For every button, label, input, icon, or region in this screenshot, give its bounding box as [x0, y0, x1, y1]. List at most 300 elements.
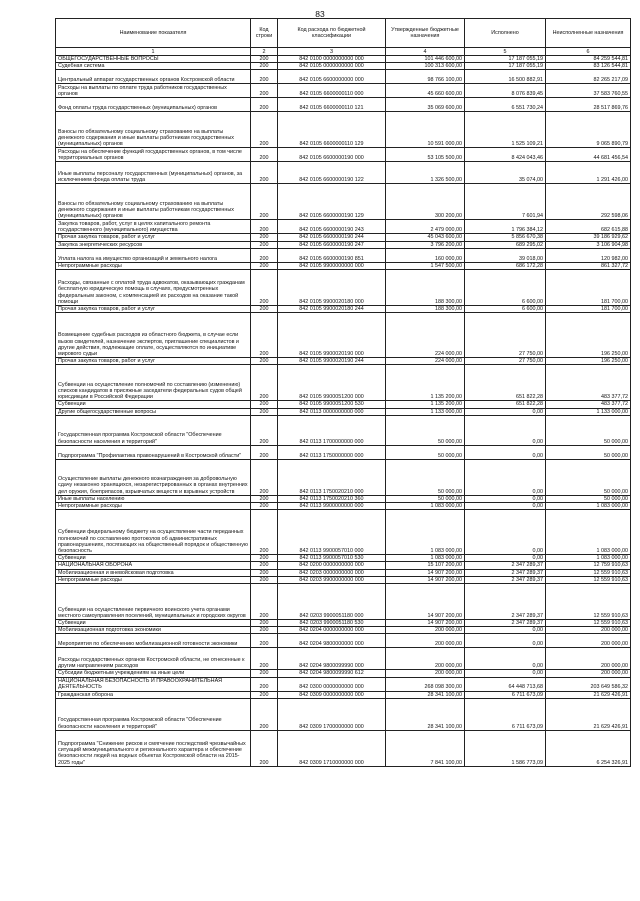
row-unexecuted: 292 598,06 [546, 184, 631, 220]
row-unexecuted: 50 000,00 [546, 495, 631, 502]
row-code: 200 [251, 70, 278, 84]
row-executed: 35 074,00 [465, 162, 546, 184]
table-row [56, 234, 631, 241]
row-code: 200 [251, 445, 278, 459]
row-code: 200 [251, 241, 278, 248]
row-code: 200 [251, 620, 278, 627]
table-row [56, 270, 631, 306]
row-executed: 0,00 [465, 648, 546, 670]
row-kbk: 842 0113 9900057010 530 [278, 555, 386, 562]
row-unexecuted: 1 083 000,00 [546, 503, 631, 510]
row-name: Государственная программа Костромской области "Обеспечение безопасности населения и территорий" [56, 415, 251, 445]
table-row [56, 445, 631, 459]
table-row [56, 358, 631, 365]
row-approved: 200 000,00 [386, 634, 465, 648]
row-name: Мобилизационная и вневойсковая подготовка [56, 569, 251, 576]
row-executed: 7 601,94 [465, 184, 546, 220]
row-executed: 651 822,28 [465, 365, 546, 401]
row-code: 200 [251, 495, 278, 502]
row-executed: 64 448 713,68 [465, 677, 546, 691]
table-row [56, 584, 631, 620]
column-number: 3 [278, 48, 386, 56]
table-row [56, 562, 631, 569]
row-unexecuted: 12 559 910,63 [546, 620, 631, 627]
row-kbk: 842 0300 0000000000 000 [278, 677, 386, 691]
row-executed: 0,00 [465, 627, 546, 634]
row-code: 200 [251, 627, 278, 634]
row-kbk: 842 0105 6600000110 121 [278, 98, 386, 112]
row-approved: 100 313 600,00 [386, 63, 465, 70]
row-unexecuted: 50 000,00 [546, 459, 631, 495]
row-approved: 1 326 500,00 [386, 162, 465, 184]
table-row [56, 112, 631, 148]
row-code: 200 [251, 584, 278, 620]
table-row [56, 510, 631, 555]
row-name: Взносы по обязательному социальному страхованию на выплаты денежного содержания и иные выплаты работникам государственных (муниципальных) органов [56, 184, 251, 220]
row-executed: 2 347 289,37 [465, 584, 546, 620]
table-row [56, 248, 631, 262]
row-name: Прочая закупка товаров, работ и услуг [56, 306, 251, 313]
table-row [56, 634, 631, 648]
row-executed: 6 600,00 [465, 306, 546, 313]
row-unexecuted: 196 250,00 [546, 313, 631, 358]
table-row [56, 459, 631, 495]
row-unexecuted: 82 265 217,09 [546, 70, 631, 84]
row-name: Непрограммные расходы [56, 576, 251, 583]
row-kbk: 842 0105 6600000190 851 [278, 248, 386, 262]
row-name: Возмещение судебных расходов из областного бюджета, в случае если вызов свидетелей, назначение экспертов, приглашение специалистов и другие действия, подлежащие оплате, осуществляются по инициативе мирового судьи [56, 313, 251, 358]
row-approved: 45 043 600,00 [386, 234, 465, 241]
row-code: 200 [251, 503, 278, 510]
row-name: Государственная программа Костромской области "Обеспечение безопасности населения и территорий" [56, 698, 251, 730]
row-kbk: 842 0203 9900051180 000 [278, 584, 386, 620]
row-executed: 8 076 839,45 [465, 84, 546, 98]
row-approved: 50 000,00 [386, 415, 465, 445]
table-row [56, 408, 631, 415]
row-name: Расходы на обеспечение функций государственных органов, в том числе территориальных органов [56, 148, 251, 162]
row-unexecuted: 682 615,88 [546, 220, 631, 234]
row-code: 200 [251, 234, 278, 241]
row-kbk: 842 0204 9800099990 612 [278, 670, 386, 677]
row-approved: 14 907 200,00 [386, 620, 465, 627]
header-kbk: Код расхода по бюджетной классификации [278, 19, 386, 48]
row-executed: 2 347 289,37 [465, 576, 546, 583]
row-executed: 1 586 773,09 [465, 730, 546, 766]
header-name: Наименование показателя [56, 19, 251, 48]
row-code: 200 [251, 313, 278, 358]
row-approved: 1 547 500,00 [386, 262, 465, 269]
row-kbk: 842 0200 0000000000 000 [278, 562, 386, 569]
column-number: 1 [56, 48, 251, 56]
row-name: Иные выплаты населению [56, 495, 251, 502]
row-approved: 188 300,00 [386, 270, 465, 306]
row-kbk: 842 0105 9900020190 000 [278, 313, 386, 358]
row-unexecuted: 83 126 544,81 [546, 63, 631, 70]
row-unexecuted: 120 982,00 [546, 248, 631, 262]
row-unexecuted: 200 000,00 [546, 648, 631, 670]
table-row [56, 415, 631, 445]
row-approved: 14 907 200,00 [386, 584, 465, 620]
table-row [56, 306, 631, 313]
row-kbk: 842 0204 9800099990 000 [278, 648, 386, 670]
row-unexecuted: 12 559 910,63 [546, 584, 631, 620]
row-kbk: 842 0105 9900000000 000 [278, 262, 386, 269]
row-name: Закупка товаров, работ, услуг в целях капитального ремонта государственного (муниципального) имущества [56, 220, 251, 234]
row-approved: 50 000,00 [386, 495, 465, 502]
row-unexecuted: 50 000,00 [546, 415, 631, 445]
table-row [56, 98, 631, 112]
table-row [56, 648, 631, 670]
row-executed: 17 187 055,19 [465, 63, 546, 70]
row-name: НАЦИОНАЛЬНАЯ БЕЗОПАСНОСТЬ И ПРАВООХРАНИТЕЛЬНАЯ ДЕЯТЕЛЬНОСТЬ [56, 677, 251, 691]
column-number-row [56, 48, 631, 56]
table-row [56, 63, 631, 70]
table-row [56, 698, 631, 730]
row-executed: 0,00 [465, 510, 546, 555]
table-row [56, 84, 631, 98]
table-row [56, 495, 631, 502]
row-kbk: 842 0100 0000000000 000 [278, 56, 386, 63]
row-unexecuted: 1 133 000,00 [546, 408, 631, 415]
row-unexecuted: 12 559 910,63 [546, 569, 631, 576]
row-unexecuted: 21 629 426,91 [546, 698, 631, 730]
table-row [56, 691, 631, 698]
row-executed: 6 600,00 [465, 270, 546, 306]
row-name: Субвенции федеральному бюджету на осуществление части переданных полномочий по составлению протоколов об административных правонарушениях, посягающих на общественный порядок и общественную безопасность [56, 510, 251, 555]
row-unexecuted: 9 065 890,79 [546, 112, 631, 148]
table-row [56, 670, 631, 677]
row-name: Непрограммные расходы [56, 503, 251, 510]
row-approved: 300 200,00 [386, 184, 465, 220]
row-code: 200 [251, 562, 278, 569]
row-code: 200 [251, 248, 278, 262]
row-approved: 10 591 000,00 [386, 112, 465, 148]
table-header-row [56, 19, 631, 48]
row-executed: 17 187 055,19 [465, 56, 546, 63]
row-executed: 1 796 384,12 [465, 220, 546, 234]
row-executed: 16 500 882,91 [465, 70, 546, 84]
row-code: 200 [251, 459, 278, 495]
row-executed: 0,00 [465, 445, 546, 459]
row-executed: 0,00 [465, 415, 546, 445]
row-name: Гражданская оборона [56, 691, 251, 698]
row-approved: 14 907 200,00 [386, 569, 465, 576]
row-approved: 188 300,00 [386, 306, 465, 313]
row-kbk: 842 0105 6600000190 122 [278, 162, 386, 184]
row-code: 200 [251, 634, 278, 648]
page-number: 83 [315, 9, 325, 19]
row-name: Субсидии бюджетным учреждениям на иные цели [56, 670, 251, 677]
table-row [56, 569, 631, 576]
row-kbk: 842 0203 0000000000 000 [278, 569, 386, 576]
row-code: 200 [251, 677, 278, 691]
row-approved: 160 000,00 [386, 248, 465, 262]
row-executed: 651 822,28 [465, 401, 546, 408]
row-executed: 0,00 [465, 555, 546, 562]
row-kbk: 842 0105 9900020190 244 [278, 358, 386, 365]
row-executed: 6 711 673,09 [465, 698, 546, 730]
row-unexecuted: 861 327,72 [546, 262, 631, 269]
row-kbk: 842 0105 6600000000 000 [278, 70, 386, 84]
row-name: Подпрограмма "Снижение рисков и смягчение последствий чрезвычайных ситуаций межмуниципального и регионального характера и обеспечение безопасности людей на водных объектах Костромской области на 2015-2025 годы" [56, 730, 251, 766]
row-code: 200 [251, 576, 278, 583]
row-executed: 0,00 [465, 634, 546, 648]
row-approved: 28 341 100,00 [386, 691, 465, 698]
row-kbk: 842 0204 0000000000 000 [278, 627, 386, 634]
row-kbk: 842 0105 9900051200 000 [278, 365, 386, 401]
row-unexecuted: 6 254 326,91 [546, 730, 631, 766]
row-approved: 1 135 200,00 [386, 365, 465, 401]
row-approved: 53 105 500,00 [386, 148, 465, 162]
row-unexecuted: 44 681 456,54 [546, 148, 631, 162]
row-unexecuted: 200 000,00 [546, 627, 631, 634]
row-approved: 7 841 100,00 [386, 730, 465, 766]
row-kbk: 842 0113 9900057010 000 [278, 510, 386, 555]
row-name: Другие общегосударственные вопросы [56, 408, 251, 415]
row-unexecuted: 203 649 586,32 [546, 677, 631, 691]
row-kbk: 842 0113 1700000000 000 [278, 415, 386, 445]
row-name: Расходы государственных органов Костромской области, не отнесенные к другим направлениям расходов [56, 648, 251, 670]
table-row [56, 241, 631, 248]
row-code: 200 [251, 63, 278, 70]
row-kbk: 842 0309 1700000000 000 [278, 698, 386, 730]
row-name: Субвенции [56, 620, 251, 627]
row-approved: 3 796 200,00 [386, 241, 465, 248]
row-unexecuted: 181 700,00 [546, 306, 631, 313]
table-row [56, 262, 631, 269]
row-name: Расходы на выплаты по оплате труда работников государственных органов [56, 84, 251, 98]
row-code: 200 [251, 112, 278, 148]
row-code: 200 [251, 84, 278, 98]
row-approved: 200 000,00 [386, 648, 465, 670]
row-code: 200 [251, 415, 278, 445]
row-approved: 50 000,00 [386, 459, 465, 495]
row-kbk: 842 0113 0000000000 000 [278, 408, 386, 415]
row-executed: 2 347 289,37 [465, 569, 546, 576]
header-code: Код строки [251, 19, 278, 48]
row-executed: 2 347 289,37 [465, 620, 546, 627]
column-number: 2 [251, 48, 278, 56]
row-approved: 224 000,00 [386, 313, 465, 358]
row-code: 200 [251, 262, 278, 269]
table-row [56, 184, 631, 220]
row-approved: 1 083 000,00 [386, 510, 465, 555]
row-unexecuted: 196 250,00 [546, 358, 631, 365]
row-kbk: 842 0105 6600000190 247 [278, 241, 386, 248]
row-kbk: 842 0204 9800000000 000 [278, 634, 386, 648]
column-number: 5 [465, 48, 546, 56]
row-code: 200 [251, 162, 278, 184]
row-approved: 2 479 000,00 [386, 220, 465, 234]
table-row [56, 677, 631, 691]
table-row [56, 555, 631, 562]
table-row [56, 730, 631, 766]
row-kbk: 842 0105 9900020180 244 [278, 306, 386, 313]
row-executed: 27 750,00 [465, 313, 546, 358]
row-executed: 686 172,28 [465, 262, 546, 269]
row-kbk: 842 0203 9900051180 530 [278, 620, 386, 627]
row-approved: 200 000,00 [386, 670, 465, 677]
row-executed: 39 018,00 [465, 248, 546, 262]
budget-execution-table [55, 18, 631, 767]
row-approved: 28 341 100,00 [386, 698, 465, 730]
table-row [56, 503, 631, 510]
row-kbk: 842 0105 0000000000 000 [278, 63, 386, 70]
row-name: Мобилизационная подготовка экономики [56, 627, 251, 634]
row-approved: 50 000,00 [386, 445, 465, 459]
row-code: 200 [251, 184, 278, 220]
table-row [56, 56, 631, 63]
row-unexecuted: 3 106 904,98 [546, 241, 631, 248]
row-name: Субвенции [56, 401, 251, 408]
row-kbk: 842 0113 1750020210 360 [278, 495, 386, 502]
row-name: Субвенции на осуществление первичного воинского учета органами местного самоуправления поселений, муниципальных и городских округов [56, 584, 251, 620]
row-kbk: 842 0113 1750020210 000 [278, 459, 386, 495]
row-unexecuted: 483 377,72 [546, 365, 631, 401]
row-kbk: 842 0105 9900020180 000 [278, 270, 386, 306]
row-executed: 6 711 673,09 [465, 691, 546, 698]
row-kbk: 842 0309 1710000000 000 [278, 730, 386, 766]
row-name: Мероприятия по обеспечению мобилизационной готовности экономики [56, 634, 251, 648]
row-name: Непрограммные расходы [56, 262, 251, 269]
row-kbk: 842 0105 6600000110 129 [278, 112, 386, 148]
row-approved: 224 000,00 [386, 358, 465, 365]
row-kbk: 842 0309 0000000000 000 [278, 691, 386, 698]
row-unexecuted: 28 517 869,76 [546, 98, 631, 112]
row-code: 200 [251, 555, 278, 562]
row-code: 200 [251, 730, 278, 766]
row-unexecuted: 12 559 910,63 [546, 576, 631, 583]
row-code: 200 [251, 270, 278, 306]
row-name: Подпрограмма "Профилактика правонарушений в Костромской области" [56, 445, 251, 459]
row-unexecuted: 181 700,00 [546, 270, 631, 306]
row-executed: 1 525 109,21 [465, 112, 546, 148]
row-approved: 1 083 000,00 [386, 503, 465, 510]
row-approved: 200 000,00 [386, 627, 465, 634]
row-name: НАЦИОНАЛЬНАЯ ОБОРОНА [56, 562, 251, 569]
row-name: Прочая закупка товаров, работ и услуг [56, 234, 251, 241]
row-executed: 6 551 730,24 [465, 98, 546, 112]
row-unexecuted: 200 000,00 [546, 634, 631, 648]
table-row [56, 627, 631, 634]
row-name: Фонд оплаты труда государственных (муниципальных) органов [56, 98, 251, 112]
row-executed: 8 424 043,46 [465, 148, 546, 162]
row-unexecuted: 37 583 760,55 [546, 84, 631, 98]
row-executed: 5 856 670,38 [465, 234, 546, 241]
column-number: 4 [386, 48, 465, 56]
row-executed: 0,00 [465, 670, 546, 677]
table-row [56, 313, 631, 358]
row-approved: 45 660 600,00 [386, 84, 465, 98]
row-kbk: 842 0105 9900051200 530 [278, 401, 386, 408]
row-code: 200 [251, 648, 278, 670]
row-unexecuted: 200 000,00 [546, 670, 631, 677]
row-name: ОБЩЕГОСУДАРСТВЕННЫЕ ВОПРОСЫ [56, 56, 251, 63]
row-unexecuted: 21 629 426,91 [546, 691, 631, 698]
row-name: Субвенции [56, 555, 251, 562]
row-kbk: 842 0113 9900000000 000 [278, 503, 386, 510]
table-row [56, 401, 631, 408]
row-executed: 0,00 [465, 459, 546, 495]
row-name: Закупка энергетических ресурсов [56, 241, 251, 248]
row-name: Судебная система [56, 63, 251, 70]
row-name: Расходы, связанные с оплатой труда адвокатов, оказывающих гражданам бесплатную юридическую помощь в случаях, предусмотренных федеральным законом, с компенсацией их расходов на оказание такой помощи [56, 270, 251, 306]
table-row [56, 220, 631, 234]
row-kbk: 842 0113 1750000000 000 [278, 445, 386, 459]
table-row [56, 148, 631, 162]
row-unexecuted: 39 186 929,62 [546, 234, 631, 241]
row-code: 200 [251, 670, 278, 677]
row-kbk: 842 0105 6600000190 000 [278, 148, 386, 162]
header-unexecuted: Неисполненные назначения [546, 19, 631, 48]
row-kbk: 842 0105 6600000190 244 [278, 234, 386, 241]
table-row [56, 620, 631, 627]
row-approved: 101 446 600,00 [386, 56, 465, 63]
header-executed: Исполнено [465, 19, 546, 48]
row-unexecuted: 1 083 000,00 [546, 510, 631, 555]
row-unexecuted: 483 377,72 [546, 401, 631, 408]
row-executed: 0,00 [465, 408, 546, 415]
row-unexecuted: 1 291 426,00 [546, 162, 631, 184]
row-kbk: 842 0203 9900000000 000 [278, 576, 386, 583]
row-executed: 689 295,02 [465, 241, 546, 248]
row-approved: 268 098 300,00 [386, 677, 465, 691]
row-code: 200 [251, 691, 278, 698]
row-name: Осуществление выплаты денежного вознаграждения за добровольную сдачу незаконно хранящихся, незарегистрированных в органах внутренних дел оружия, боеприпасов, взрывчатых веществ и взрывных устройств [56, 459, 251, 495]
row-code: 200 [251, 358, 278, 365]
row-name: Субвенции на осуществление полномочий по составлению (изменению) списков кандидатов в присяжные заседатели федеральных судов общей юрисдикции в Российской Федерации [56, 365, 251, 401]
row-approved: 1 133 000,00 [386, 408, 465, 415]
table-row [56, 162, 631, 184]
row-approved: 35 069 600,00 [386, 98, 465, 112]
row-code: 200 [251, 306, 278, 313]
header-approved: Утвержденные бюджетные назначения [386, 19, 465, 48]
row-unexecuted: 50 000,00 [546, 445, 631, 459]
row-code: 200 [251, 569, 278, 576]
row-unexecuted: 1 083 000,00 [546, 555, 631, 562]
row-code: 200 [251, 510, 278, 555]
row-name: Взносы по обязательному социальному страхованию на выплаты денежного содержания и иные выплаты работникам государственных (муниципальных) органов [56, 112, 251, 148]
row-approved: 98 766 100,00 [386, 70, 465, 84]
row-executed: 0,00 [465, 503, 546, 510]
row-code: 200 [251, 220, 278, 234]
row-code: 200 [251, 148, 278, 162]
row-kbk: 842 0105 6600000190 243 [278, 220, 386, 234]
row-name: Прочая закупка товаров, работ и услуг [56, 358, 251, 365]
table-row [56, 365, 631, 401]
row-name: Иные выплаты персоналу государственных (муниципальных) органов, за исключением фонда оплаты труда [56, 162, 251, 184]
row-unexecuted: 84 259 544,81 [546, 56, 631, 63]
row-code: 200 [251, 401, 278, 408]
row-kbk: 842 0105 6600000190 129 [278, 184, 386, 220]
row-approved: 15 107 200,00 [386, 562, 465, 569]
row-code: 200 [251, 698, 278, 730]
row-code: 200 [251, 56, 278, 63]
row-name: Уплата налога на имущество организаций и земельного налога [56, 248, 251, 262]
row-executed: 0,00 [465, 495, 546, 502]
table-row [56, 70, 631, 84]
table-row [56, 576, 631, 583]
row-code: 200 [251, 365, 278, 401]
row-kbk: 842 0105 6600000110 000 [278, 84, 386, 98]
row-unexecuted: 12 759 910,63 [546, 562, 631, 569]
row-code: 200 [251, 98, 278, 112]
row-approved: 1 083 000,00 [386, 555, 465, 562]
column-number: 6 [546, 48, 631, 56]
row-approved: 1 135 200,00 [386, 401, 465, 408]
row-executed: 27 750,00 [465, 358, 546, 365]
row-approved: 14 907 200,00 [386, 576, 465, 583]
